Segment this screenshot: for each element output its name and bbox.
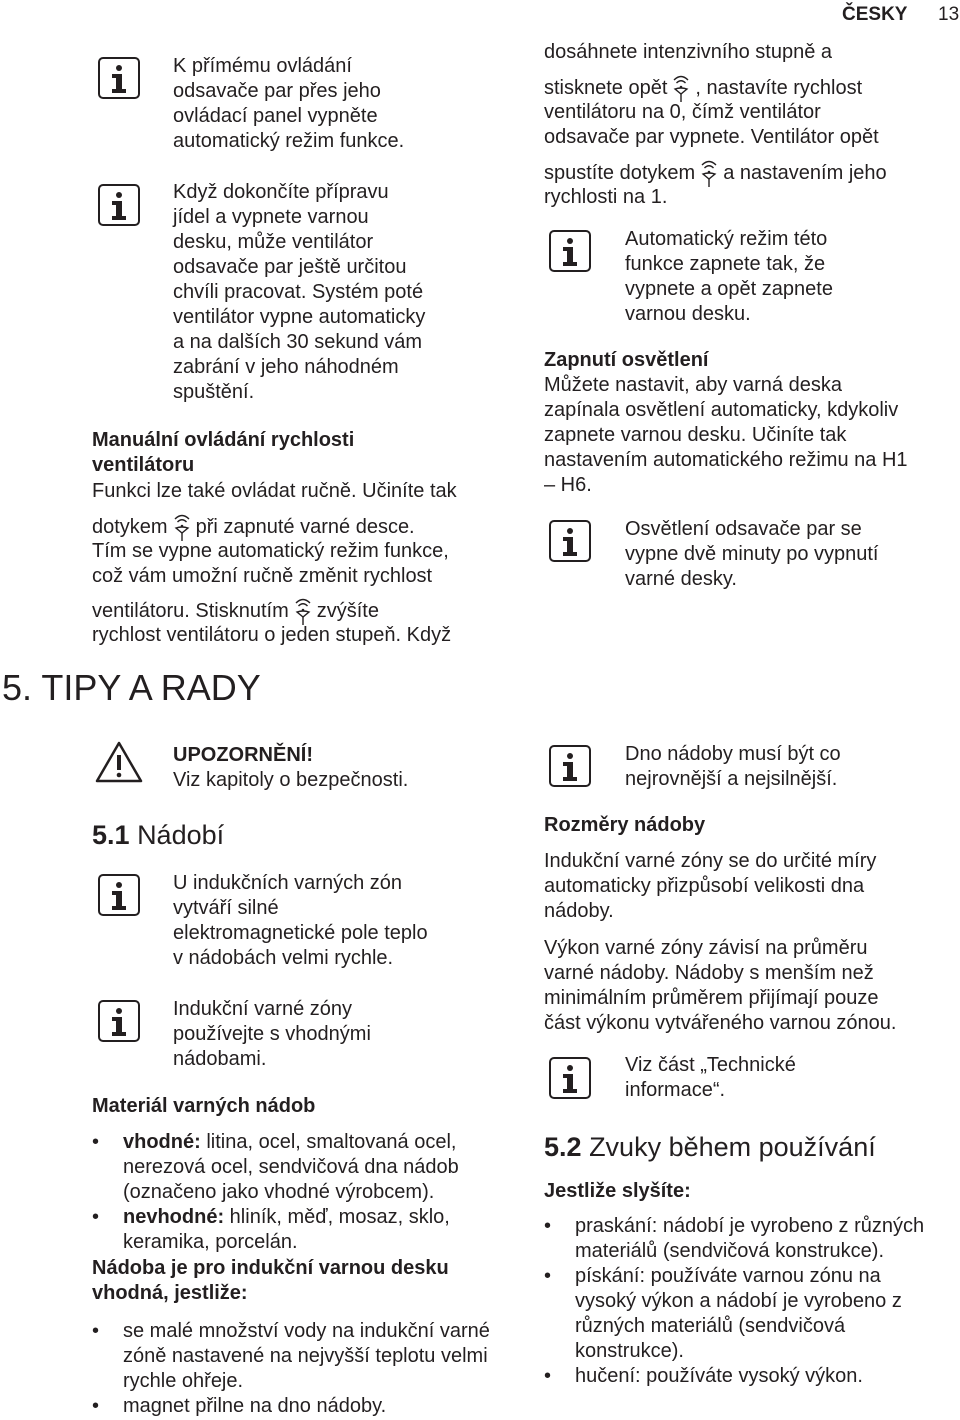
pot-size-paragraph-1: Indukční varné zóny se do určité míry automaticky přizpůsobí velikosti dna nádoby.	[544, 850, 877, 922]
header-language: ČESKY	[842, 4, 908, 25]
note-auto-mode: Automatický režim této funkce zapnete tak, že vypnete a opět zapnete varnou desku.	[625, 228, 833, 325]
list-item: • hučení: používáte vysoký výkon.	[544, 1364, 944, 1389]
note-technical-info: Viz část „Technické informace“.	[625, 1054, 796, 1101]
list-item: • pískání: používáte varnou zónu na vysoký výkon a nádobí je vyrobeno z různých materiálů (sendvičová konstrukce).	[544, 1264, 944, 1364]
pot-size-paragraph-2: Výkon varné zóny závisí na průměru varné nádoby. Nádoby s menším než minimálním průměrem přijímají pouze část výkonu vytvářeného varnou zónou.	[544, 937, 897, 1034]
list-item: • praskání: nádobí je vyrobeno z různých materiálů (sendvičová konstrukce).	[544, 1214, 944, 1264]
subsection-sounds: 5.2 Zvuky během používání	[544, 1132, 876, 1162]
note-light-off: Osvětlení odsavače par se vypne dvě minuty po vypnutí varné desky.	[625, 518, 879, 590]
note-suitable-pots: Indukční varné zóny používejte s vhodnými nádobami.	[173, 998, 371, 1070]
note-fan-after-cooking: Když dokončíte přípravu jídel a vypnete varnou desku, může ventilátor odsavače par ještě určitou chvíli pracovat. Systém poté ventilátor vypne automaticky a na dalších 30 sekund vám zabrání v jeho náhodném spuštění.	[173, 181, 426, 403]
continued-line-4: odsavače par vypnete. Ventilátor opět	[544, 126, 879, 148]
continued-line-5: spustíte dotykem a nastavením jeho	[544, 159, 887, 189]
continued-line-6: rychlosti na 1.	[544, 186, 668, 208]
heading-material: Materiál varných nádob	[92, 1095, 316, 1117]
continued-line-1: dosáhnete intenzivního stupně a	[544, 41, 832, 63]
info-icon	[98, 57, 140, 99]
material-list	[92, 1130, 522, 1255]
info-icon	[549, 745, 591, 787]
page-number: 13	[938, 4, 960, 25]
manual-paragraph-3: Tím se vypne automatický režim funkce,	[92, 540, 449, 562]
lights-paragraph: Můžete nastavit, aby varná deska zapínala osvětlení automaticky, kdykoliv zapnete varnou desku. Učiníte tak nastavením automatického režimu na H1 – H6.	[544, 374, 908, 496]
info-icon	[549, 520, 591, 562]
warning-title: UPOZORNĚNÍ!	[173, 744, 313, 766]
continued-line-2: stisknete opět , nastavíte rychlost	[544, 74, 862, 104]
manual-paragraph-4: což vám umožní ručně změnit rychlost	[92, 565, 433, 587]
heading-pot-suitable: Nádoba je pro indukční varnou desku vhodná, jestliže:	[92, 1257, 449, 1304]
list-item: • vhodné: litina, ocel, smaltovaná ocel, nerezová ocel, sendvičová dna nádob (označeno jako vhodné výrobcem).	[92, 1130, 522, 1205]
info-icon	[98, 874, 140, 916]
suitable-list	[92, 1319, 502, 1419]
subsection-cookware: 5.1 Nádobí	[92, 820, 225, 850]
section-title: 5. TIPY A RADY	[2, 667, 261, 708]
heading-manual-fan: Manuální ovládání rychlosti ventilátoru	[92, 429, 355, 476]
warning-icon	[94, 740, 144, 784]
warning-text: Viz kapitoly o bezpečnosti.	[173, 769, 409, 791]
heading-pot-size: Rozměry nádoby	[544, 814, 706, 836]
info-icon	[549, 230, 591, 272]
manual-paragraph-5: ventilátoru. Stisknutím zvýšíte	[92, 597, 379, 627]
heading-lights: Zapnutí osvětlení	[544, 349, 709, 371]
manual-paragraph-6: rychlost ventilátoru o jeden stupeň. Když	[92, 624, 452, 646]
list-item: • se malé množství vody na indukční varné zóně nastavené na nejvyšší teplotu velmi rychle ohřeje.	[92, 1319, 502, 1394]
sounds-list	[544, 1214, 944, 1389]
list-item: • nevhodné: hliník, měď, mosaz, sklo, keramika, porcelán.	[92, 1205, 522, 1255]
info-icon	[549, 1057, 591, 1099]
note-manual-control: K přímému ovládání odsavače par přes jeho ovládací panel vypněte automatický režim funkce.	[173, 55, 405, 152]
info-icon	[98, 1000, 140, 1042]
note-pot-bottom: Dno nádoby musí být co nejrovnější a nejsilnější.	[625, 743, 841, 790]
manual-paragraph-2: dotykem při zapnuté varné desce.	[92, 513, 415, 543]
list-item: • magnet přilne na dno nádoby.	[92, 1394, 502, 1419]
note-induction-field: U indukčních varných zón vytváří silné elektromagnetické pole teplo v nádobách velmi rychle.	[173, 872, 428, 969]
fan-icon	[699, 159, 719, 189]
continued-line-3: ventilátoru na 0, čímž ventilátor	[544, 101, 821, 123]
info-icon	[98, 184, 140, 226]
manual-paragraph-1: Funkci lze také ovládat ručně. Učiníte tak	[92, 480, 457, 502]
heading-if-you-hear: Jestliže slyšíte:	[544, 1180, 691, 1202]
